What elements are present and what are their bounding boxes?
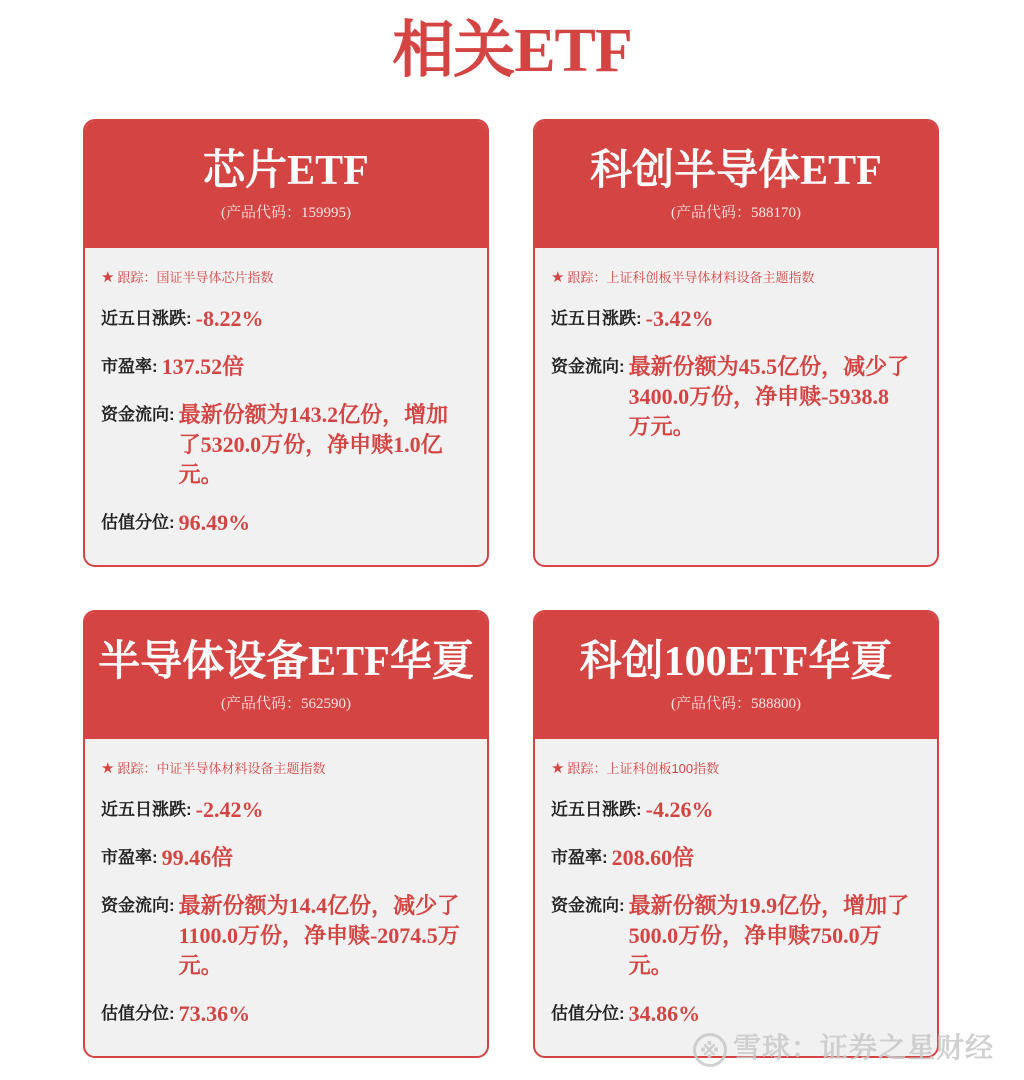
flow-label: 资金流向: xyxy=(101,896,175,915)
track-text: 跟踪：国证半导体芯片指数 xyxy=(117,270,274,285)
pe-value: 208.60倍 xyxy=(611,845,695,870)
pe-row xyxy=(101,352,471,382)
product-code: (产品代码：588800) xyxy=(671,696,801,712)
valuation-value: 96.49% xyxy=(178,510,251,535)
flow-row xyxy=(551,891,921,981)
change-row xyxy=(551,795,921,825)
valuation-value: 73.36% xyxy=(178,1001,251,1026)
card-header xyxy=(85,612,487,739)
pe-row xyxy=(101,843,471,873)
card-body xyxy=(535,248,937,442)
product-code: (产品代码：588170) xyxy=(671,205,801,221)
product-code: (产品代码：562590) xyxy=(221,696,351,712)
pe-value: 137.52倍 xyxy=(161,354,245,379)
flow-label: 资金流向: xyxy=(551,357,625,376)
change-value: -2.42% xyxy=(195,797,264,822)
flow-value: 最新份额为143.2亿份，增加了5320.0万份，净申赎1.0亿元。 xyxy=(178,402,449,487)
watermark xyxy=(693,1026,994,1067)
etf-card-chip xyxy=(83,119,489,567)
pe-value: 99.46倍 xyxy=(161,845,234,870)
change-row xyxy=(551,304,921,334)
star-icon: ★ xyxy=(551,269,565,286)
etf-card-star-semiconductor xyxy=(533,119,939,567)
track-row xyxy=(101,266,471,290)
flow-row xyxy=(551,352,921,442)
card-header xyxy=(535,612,937,739)
track-row xyxy=(551,757,921,781)
xueqiu-logo-icon: ※ xyxy=(693,1033,727,1067)
change-label: 近五日涨跌: xyxy=(101,800,192,819)
change-row xyxy=(101,795,471,825)
flow-label: 资金流向: xyxy=(551,896,625,915)
star-icon: ★ xyxy=(101,269,115,286)
valuation-row xyxy=(101,999,471,1029)
flow-value: 最新份额为14.4亿份，减少了1100.0万份，净申赎-2074.5万元。 xyxy=(178,893,460,978)
card-header xyxy=(535,121,937,248)
etf-name: 芯片ETF xyxy=(203,148,369,194)
flow-label: 资金流向: xyxy=(101,405,175,424)
flow-row xyxy=(101,891,471,981)
track-text: 跟踪：上证科创板半导体材料设备主题指数 xyxy=(567,270,815,285)
pe-label: 市盈率: xyxy=(551,848,608,867)
star-icon: ★ xyxy=(551,760,565,777)
flow-row xyxy=(101,400,471,490)
track-row xyxy=(551,266,921,290)
track-text: 跟踪：上证科创板100指数 xyxy=(567,761,720,776)
valuation-value: 34.86% xyxy=(628,1001,701,1026)
watermark-text: 雪球：证券之星财经 xyxy=(732,1032,994,1063)
etf-card-semiconductor-equipment xyxy=(83,610,489,1058)
track-row xyxy=(101,757,471,781)
etf-name: 半导体设备ETF华夏 xyxy=(98,639,474,685)
flow-value: 最新份额为45.5亿份，减少了3400.0万份，净申赎-5938.8万元。 xyxy=(628,354,910,439)
star-icon: ★ xyxy=(101,760,115,777)
etf-name: 科创100ETF华夏 xyxy=(579,639,893,685)
change-value: -8.22% xyxy=(195,306,264,331)
card-body xyxy=(85,248,487,538)
pe-label: 市盈率: xyxy=(101,848,158,867)
card-header xyxy=(85,121,487,248)
valuation-label: 估值分位: xyxy=(101,1004,175,1023)
pe-row xyxy=(551,843,921,873)
change-label: 近五日涨跌: xyxy=(551,800,642,819)
track-text: 跟踪：中证半导体材料设备主题指数 xyxy=(117,761,326,776)
product-code: (产品代码：159995) xyxy=(221,205,351,221)
change-value: -4.26% xyxy=(645,797,714,822)
card-body xyxy=(535,739,937,1029)
valuation-label: 估值分位: xyxy=(101,513,175,532)
change-row xyxy=(101,304,471,334)
etf-name: 科创半导体ETF xyxy=(590,148,882,194)
change-value: -3.42% xyxy=(645,306,714,331)
card-body xyxy=(85,739,487,1029)
change-label: 近五日涨跌: xyxy=(551,309,642,328)
etf-card-star-100 xyxy=(533,610,939,1058)
change-label: 近五日涨跌: xyxy=(101,309,192,328)
pe-label: 市盈率: xyxy=(101,357,158,376)
page-title: 相关ETF xyxy=(392,17,632,85)
valuation-row xyxy=(551,999,921,1029)
valuation-row xyxy=(101,508,471,538)
valuation-label: 估值分位: xyxy=(551,1004,625,1023)
flow-value: 最新份额为19.9亿份，增加了500.0万份，净申赎750.0万元。 xyxy=(628,893,910,978)
